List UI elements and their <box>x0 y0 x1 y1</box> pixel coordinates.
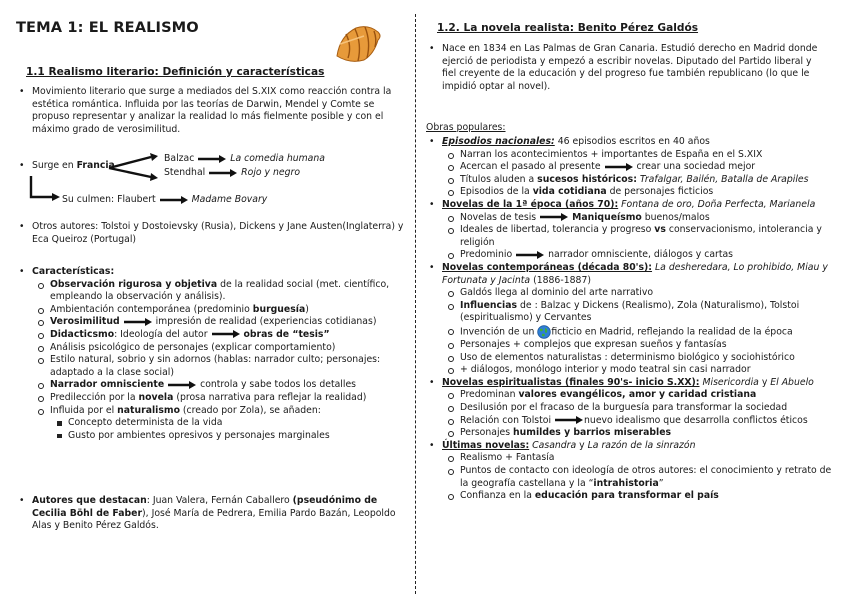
list-item: Títulos aluden a sucesos históricos: Trafalgar, Bailén, Batalla de Arapiles <box>426 174 840 187</box>
page-title: TEMA 1: EL REALISMO <box>16 19 199 36</box>
list-item: • Últimas novelas: Casandra y La razón de la sinrazón <box>426 440 840 453</box>
list-item: Ideales de libertad, tolerancia y progreso vs conservacionismo, intolerancia y religión <box>426 224 840 249</box>
culmen-row: Su culmen: Flaubert Madame Bovary <box>62 194 268 205</box>
arrow-right-icon <box>539 212 569 222</box>
list-item: Predominan valores evangélicos, amor y caridad cristiana <box>426 389 840 402</box>
column-divider <box>415 14 416 594</box>
balzac-row: Balzac La comedia humana <box>164 153 325 164</box>
list-item: Realismo + Fantasía <box>426 452 840 465</box>
list-item: Observación rigurosa y objetiva de la realidad social (met. científico, empleando la observación y análisis). <box>16 279 410 304</box>
section-heading-1-1: 1.1 Realismo literario: Definición y características <box>26 66 325 78</box>
intro-item: • Movimiento literario que surge a mediados del S.XIX como reacción contra la estética romántica. Influida por las teorías de Darwin, Mendel y Comte se propuso representar y analizar la realidad lo más fielmente posible y con el máximo grado de verosimilitud. <box>16 86 408 136</box>
list-item: • Episodios nacionales: 46 episodios escritos en 40 años <box>426 136 840 149</box>
list-item: Uso de elementos naturalistas : determinismo biológico y sociohistórico <box>426 352 840 365</box>
globe-icon <box>537 325 551 339</box>
list-item: Concepto determinista de la vida <box>16 417 410 430</box>
list-item: + diálogos, monólogo interior y modo teatral sin casi narrador <box>426 364 840 377</box>
list-item: Confianza en la educación para transformar el país <box>426 490 840 503</box>
branch-arrow-icon <box>107 152 159 184</box>
arrow-right-icon <box>515 250 545 260</box>
surge-label: • Surge en Francia <box>16 160 848 173</box>
list-item: Acercan el pasado al presente crear una sociedad mejor <box>426 161 840 174</box>
autores-list <box>16 495 408 533</box>
list-item: Estilo natural, sobrio y sin adornos (hablas: narrador culto; personajes: adaptado a la clase social) <box>16 354 410 379</box>
obras-list <box>426 136 840 503</box>
arrow-right-icon <box>211 329 241 339</box>
list-item: Galdós llega al dominio del arte narrativo <box>426 287 840 300</box>
otros-item: • Otros autores: Tolstoi y Dostoievsky (Rusia), Dickens y Jane Austen(Inglaterra) y Eca Queiroz (Portugal) <box>16 221 408 246</box>
list-item: Relación con Tolstoi nuevo idealismo que desarrolla conflictos éticos <box>426 415 840 428</box>
list-item: Invención de un ficticio en Madrid, reflejando la realidad de la época <box>426 325 840 339</box>
arrow-right-icon <box>123 317 153 327</box>
list-item: Gusto por ambientes opresivos y personajes marginales <box>16 430 410 443</box>
list-item: • Novelas contemporáneas (década 80's): La desheredara, Lo prohibido, Miau y Fortunata y Jacinta (1886-1887) <box>426 262 840 287</box>
arrow-right-icon <box>167 380 197 390</box>
section-heading-1-2: 1.2. La novela realista: Benito Pérez Galdós <box>437 22 699 34</box>
arrow-right-icon <box>197 154 227 164</box>
list-item: Puntos de contacto con ideología de otros autores: el conocimiento y retrato de la geografía castellana y la “intrahistoria” <box>426 465 840 490</box>
arrow-right-icon <box>208 168 238 178</box>
list-item: Episodios de la vida cotidiana de personajes ficticios <box>426 186 840 199</box>
list-item: • Novelas de la 1ª época (años 70): Fontana de oro, Doña Perfecta, Marianela <box>426 199 840 212</box>
list-item: Personajes humildes y barrios miserables <box>426 427 840 440</box>
list-item: Predilección por la novela (prosa narrativa para reflejar la realidad) <box>16 392 410 405</box>
list-item: Verosimilitud impresión de realidad (experiencias cotidianas) <box>16 316 410 329</box>
list-item: Didacticsmo: Ideología del autor obras de “tesis” <box>16 329 410 342</box>
list-item: Predominio narrador omnisciente, diálogos y cartas <box>426 249 840 262</box>
list-item: Influida por el naturalismo (creado por Zola), se añaden: <box>16 405 410 418</box>
list-item: Ambientación contemporánea (predominio burguesía) <box>16 304 410 317</box>
bio-item: • Nace en 1834 en Las Palmas de Gran Canaria. Estudió derecho en Madrid donde ejerció de periodista y empezó a escribir novelas. Diputado del Partido liberal y fiel creyente de la educación y del progreso fue también republicano (lo que le impidió optar al novel). <box>426 43 822 93</box>
list-item: Análisis psicológico de personajes (explicar comportamiento) <box>16 342 410 355</box>
caracteristicas-list <box>16 266 410 442</box>
list-item: Desilusión por el fracaso de la burguesía para transformar la sociedad <box>426 402 840 415</box>
arrow-right-icon <box>159 195 189 205</box>
arrow-right-icon <box>554 415 584 425</box>
caracteristicas-item: • Características: <box>16 266 410 279</box>
list-item: Novelas de tesis Maniqueísmo buenos/malos <box>426 212 840 225</box>
list-item: • Novelas espiritualistas (finales 90's- inicio S.XX): Misericordia y El Abuelo <box>426 377 840 390</box>
culmen-arrow-icon <box>28 174 62 204</box>
intro-list <box>16 86 408 136</box>
list-item: Personajes + complejos que expresan sueños y fantasías <box>426 339 840 352</box>
otros-list <box>16 221 408 246</box>
list-item: Influencias de : Balzac y Dickens (Realismo), Zola (Naturalismo), Tolstoi (espiritualismo) y Cervantes <box>426 300 840 325</box>
obras-label: Obras populares: <box>426 122 506 133</box>
list-item: Narrador omnisciente controla y sabe todos los detalles <box>16 379 410 392</box>
stendhal-row: Stendhal Rojo y negro <box>164 167 301 178</box>
autores-item: • Autores que destacan: Juan Valera, Fernán Caballero (pseudónimo de Cecilia Böhl de Faber), José María de Pedrera, Emilia Pardo Bazán, Leopoldo Alas y Benito Pérez Galdós. <box>16 495 408 533</box>
arrow-right-icon <box>604 162 634 172</box>
croissant-icon <box>334 22 384 71</box>
bio-list <box>426 43 822 93</box>
list-item: Narran los acontecimientos + importantes de España en el S.XIX <box>426 149 840 162</box>
